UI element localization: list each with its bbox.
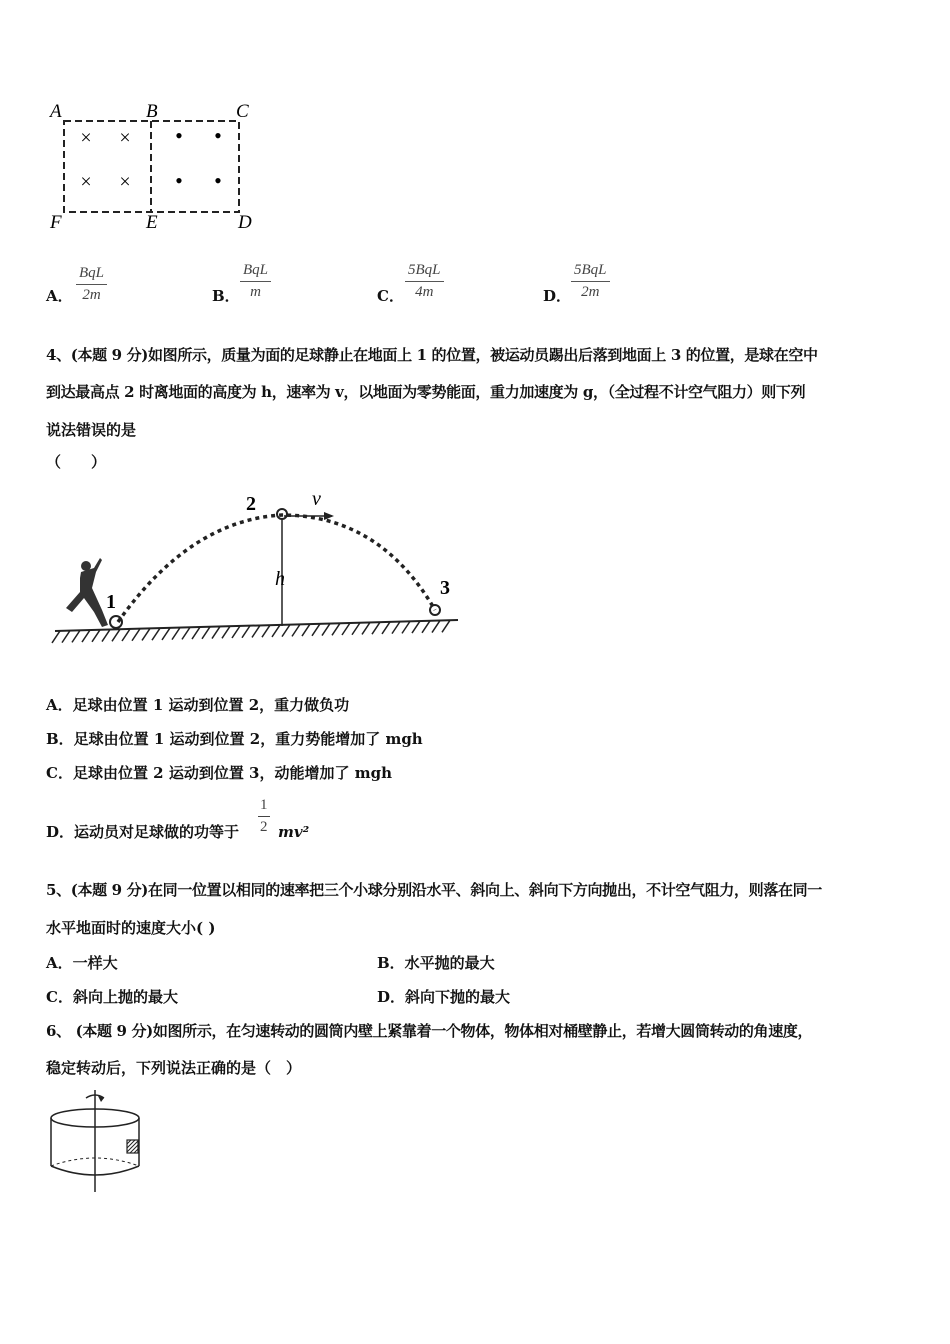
- football-trajectory-figure: [50, 480, 470, 655]
- hatch-mark: [422, 621, 430, 633]
- hatch-mark: [62, 631, 70, 643]
- hatch-mark: [282, 625, 290, 637]
- ground-hatching: [52, 620, 450, 643]
- field-into-mark: ×: [119, 171, 131, 193]
- q4-answer-paren: （ ）: [46, 453, 107, 471]
- hatch-mark: [242, 626, 250, 638]
- hatch-mark: [382, 622, 390, 634]
- hatch-mark: [122, 629, 130, 641]
- player-figure: [66, 558, 108, 627]
- hatch-mark: [102, 630, 110, 642]
- field-into-mark: ×: [80, 127, 92, 149]
- option-b-fraction: [240, 262, 271, 301]
- hatch-mark: [127, 1140, 135, 1148]
- hatch-mark: [202, 627, 210, 639]
- hatch-mark: [182, 627, 190, 639]
- velocity-label: v: [312, 488, 321, 510]
- option-d-label: D．: [543, 287, 572, 305]
- q4-option-a: A．足球由位置 1 运动到位置 2，重力做负功: [46, 696, 350, 714]
- field-into-mark: ×: [80, 171, 92, 193]
- q5-option-c: C．斜向上抛的最大: [46, 988, 178, 1006]
- fraction-numerator: BqL: [76, 265, 107, 285]
- hatch-mark: [292, 624, 300, 636]
- label-e: E: [146, 212, 158, 233]
- fraction-numerator: 5BqL: [571, 262, 610, 282]
- field-out-mark: •: [175, 168, 183, 193]
- height-label: h: [275, 568, 285, 590]
- field-out-mark: •: [214, 123, 222, 148]
- hatch-mark: [112, 629, 120, 641]
- rotating-cylinder-figure: [40, 1088, 150, 1198]
- hatch-mark: [252, 625, 260, 637]
- hatch-mark: [372, 622, 380, 634]
- hatch-mark: [302, 624, 310, 636]
- hatch-mark: [130, 1145, 138, 1153]
- q4-option-d: [46, 823, 239, 841]
- q4-option-d-prefix: D．运动员对足球做的功等于: [46, 823, 240, 841]
- hatch-mark: [272, 625, 280, 637]
- hatch-mark: [162, 628, 170, 640]
- ball-position-1: [110, 616, 122, 628]
- q4-option-d-fraction: [258, 797, 270, 836]
- hatch-mark: [142, 628, 150, 640]
- hatch-mark: [432, 621, 440, 633]
- fraction-numerator: BqL: [240, 262, 271, 282]
- label-b: B: [146, 101, 158, 122]
- fraction-denominator: 2m: [581, 284, 600, 300]
- q5-option-b: B．水平抛的最大: [377, 954, 495, 972]
- magnetic-field-figure: [40, 95, 270, 240]
- hatch-mark: [332, 623, 340, 635]
- hatch-mark: [192, 627, 200, 639]
- label-f: F: [50, 212, 62, 233]
- hatch-mark: [262, 625, 270, 637]
- q5-text-line2: 水平地面时的速度大小( ): [46, 919, 216, 937]
- position-2-label: 2: [246, 493, 256, 515]
- fraction-denominator: m: [250, 284, 261, 300]
- hatch-mark: [342, 623, 350, 635]
- field-out-mark: •: [175, 123, 183, 148]
- position-3-label: 3: [440, 577, 450, 599]
- block-hatching: [127, 1140, 138, 1153]
- hatch-mark: [442, 620, 450, 632]
- label-a: A: [50, 101, 62, 122]
- option-b-label: B．: [212, 287, 240, 305]
- q4-option-d-suffix: mv²: [278, 823, 310, 841]
- option-c-label: C．: [377, 287, 404, 305]
- label-c: C: [236, 101, 249, 122]
- hatch-mark: [82, 630, 90, 642]
- fraction-numerator: 5BqL: [405, 262, 444, 282]
- velocity-arrowhead: [324, 512, 334, 520]
- q4-text-line3: 说法错误的是: [46, 421, 137, 439]
- hatch-mark: [392, 622, 400, 634]
- q6-text-line2: 稳定转动后，下列说法正确的是（ ）: [46, 1059, 302, 1077]
- hatch-mark: [222, 626, 230, 638]
- hatch-mark: [152, 628, 160, 640]
- hatch-mark: [72, 630, 80, 642]
- hatch-mark: [132, 629, 140, 641]
- hatch-mark: [232, 626, 240, 638]
- label-d: D: [238, 212, 252, 233]
- option-a-fraction: [76, 265, 107, 304]
- q5-option-d: D．斜向下抛的最大: [377, 988, 511, 1006]
- option-d-fraction: [571, 262, 610, 301]
- fraction-denominator: 2m: [82, 287, 101, 303]
- option-a-label: A．: [46, 287, 73, 305]
- q5-text-line1: 5、(本题 9 分)在同一位置以相同的速率把三个小球分别沿水平、斜向上、斜向下方向抛出，不计空气阻力，则落在同一: [46, 881, 822, 899]
- hatch-mark: [322, 624, 330, 636]
- q4-text-line2: 到达最高点 2 时离地面的高度为 h，速率为 v，以地面为零势能面，重力加速度为 g，（全过程不计空气阻力）则下列: [46, 383, 806, 401]
- hatch-mark: [312, 624, 320, 636]
- position-1-label: 1: [106, 591, 116, 613]
- q4-option-b: B．足球由位置 1 运动到位置 2，重力势能增加了 mgh: [46, 730, 423, 748]
- hatch-mark: [52, 631, 60, 643]
- field-out-mark: •: [214, 168, 222, 193]
- q4-option-c: C．足球由位置 2 运动到位置 3，动能增加了 mgh: [46, 764, 392, 782]
- hatch-mark: [212, 627, 220, 639]
- fraction-numerator: 1: [258, 797, 270, 817]
- hatch-mark: [352, 623, 360, 635]
- hatch-mark: [412, 621, 420, 633]
- q4-text-line1: 4、(本题 9 分)如图所示，质量为面的足球静止在地面上 1 的位置，被运动员踢出后落到地面上 3 的位置，是球在空中: [46, 346, 818, 364]
- hatch-mark: [172, 628, 180, 640]
- fraction-denominator: 4m: [415, 284, 434, 300]
- hatch-mark: [92, 630, 100, 642]
- option-c-fraction: [405, 262, 444, 301]
- hatch-mark: [362, 622, 370, 634]
- field-into-mark: ×: [119, 127, 131, 149]
- q5-option-a: A．一样大: [46, 954, 118, 972]
- q6-text-line1: 6、 (本题 9 分)如图所示，在匀速转动的圆筒内壁上紧靠着一个物体，物体相对桶壁静止，若增大圆筒转动的角速度，: [46, 1022, 813, 1040]
- fraction-denominator: 2: [260, 819, 268, 835]
- hatch-mark: [402, 621, 410, 633]
